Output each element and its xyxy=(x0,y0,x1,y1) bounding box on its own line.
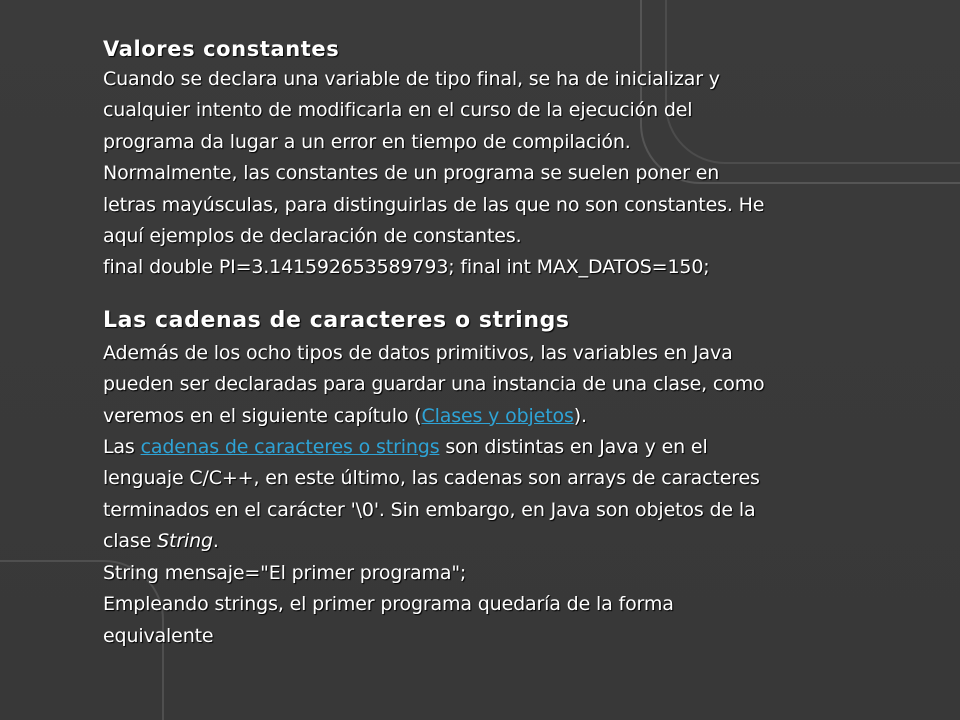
link-cadenas-de-caracteres[interactable]: cadenas de caracteres o strings xyxy=(140,436,440,459)
class-name-string: String xyxy=(157,530,213,553)
text-fragment: Las xyxy=(103,436,141,459)
paragraph-line: Cuando se declara una variable de tipo final, se ha de inicializar y xyxy=(103,68,720,90)
text-fragment: son distintas en Java y en el xyxy=(439,436,708,459)
paragraph-line xyxy=(103,401,903,432)
paragraph-line: cualquier intento de modificarla en el curso de la ejecución del xyxy=(103,99,693,122)
text-fragment: . xyxy=(212,530,219,553)
paragraph-line: programa da lugar a un error en tiempo de compilación. xyxy=(103,130,631,153)
paragraph-line: pueden ser declaradas para guardar una instancia de una clase, como xyxy=(103,373,765,396)
paragraph-line xyxy=(103,526,903,557)
slide-content xyxy=(103,34,903,652)
paragraph-line xyxy=(103,432,903,463)
paragraph-line: terminados en el carácter '\0'. Sin embargo, en Java son objetos de la xyxy=(103,498,756,521)
text-fragment: clase xyxy=(103,530,158,553)
paragraph-line: Además de los ocho tipos de datos primitivos, las variables en Java xyxy=(103,341,733,364)
paragraph-line: Empleando strings, el primer programa quedaría de la forma xyxy=(103,593,674,616)
paragraph-line: aquí ejemplos de declaración de constantes. xyxy=(103,225,522,248)
section-title-constants: Valores constantes xyxy=(103,37,340,61)
paragraph-line: lenguaje C/C++, en este último, las cadenas son arrays de caracteres xyxy=(103,467,760,490)
code-example-constants: final double PI=3.141592653589793; final int MAX_DATOS=150; xyxy=(103,256,710,279)
code-example-string: String mensaje="El primer programa"; xyxy=(103,561,467,584)
paragraph-line: Normalmente, las constantes de un programa se suelen poner en xyxy=(103,162,720,185)
link-clases-y-objetos[interactable]: Clases y objetos xyxy=(421,404,574,427)
text-fragment: ). xyxy=(573,404,587,427)
paragraph-line: letras mayúsculas, para distinguirlas de las que no son constantes. He xyxy=(103,193,765,216)
section-title-strings: Las cadenas de caracteres o strings xyxy=(103,307,570,333)
paragraph-line: equivalente xyxy=(103,624,214,647)
section-spacer xyxy=(103,284,903,304)
text-fragment: veremos en el siguiente capítulo ( xyxy=(103,404,422,427)
